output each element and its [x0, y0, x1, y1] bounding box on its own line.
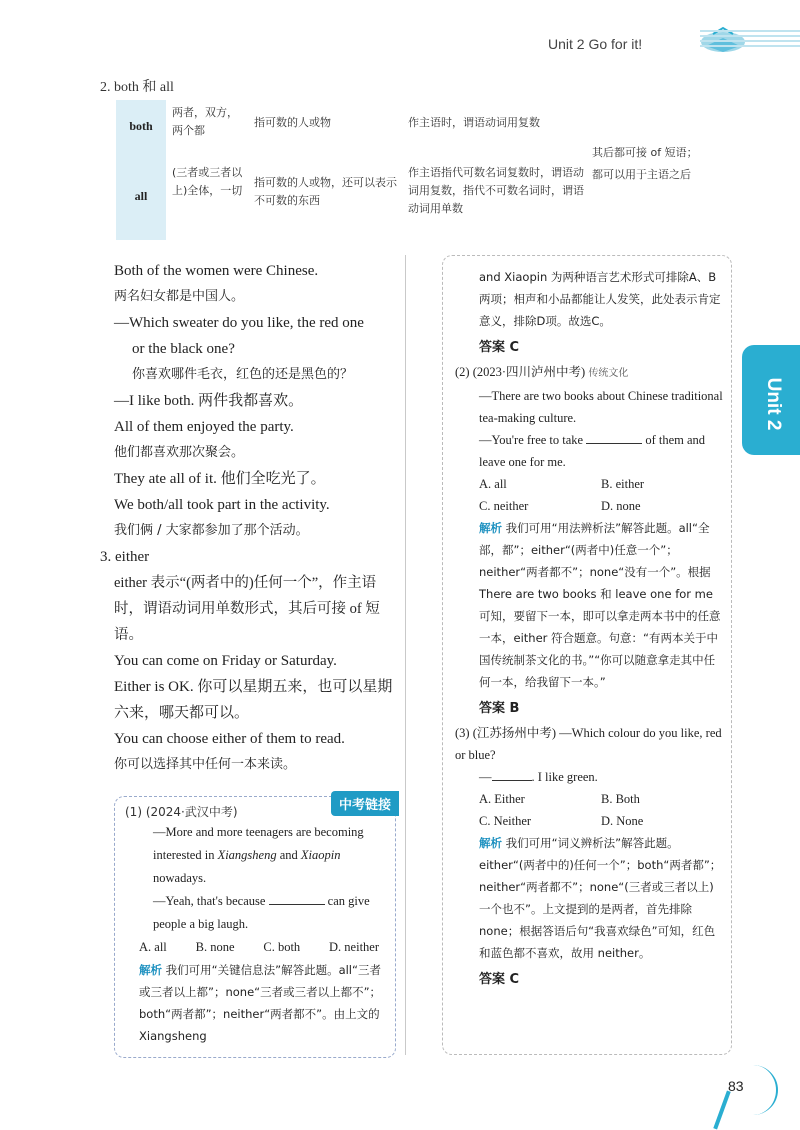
question-2-options	[455, 473, 723, 517]
table-word-all: all	[116, 152, 166, 240]
example-cn: 我们俩 / 大家都参加了那个活动。	[114, 523, 309, 538]
question-2	[455, 361, 723, 517]
question-1-text-and: and	[276, 848, 301, 862]
table-word-both: both	[116, 100, 166, 152]
question-3-text: . I like green.	[531, 770, 598, 784]
comparison-table	[116, 100, 736, 240]
analysis-label: 解析	[479, 521, 502, 535]
question-2-topic-tag: 传统文化	[588, 368, 629, 379]
example-en: We both/all took part in the activity.	[114, 497, 330, 513]
option-d[interactable]: D. None	[601, 814, 644, 828]
section-heading-either: 3. either	[100, 549, 150, 565]
answer-label: 答案	[479, 972, 506, 987]
question-3-analysis	[455, 832, 723, 964]
answer-value: C	[509, 972, 520, 987]
question-2-line1: —There are two books about Chinese traditional tea-making culture.	[479, 389, 723, 425]
option-d[interactable]: D. neither	[329, 940, 379, 954]
question-3-text: —Which colour do you like, red or blue?	[455, 726, 722, 762]
table-meaning-all: (三者或三者以上)全体，一切	[172, 166, 243, 197]
question-3-options	[455, 788, 723, 832]
example-cn: 他们都喜欢那次聚会。	[114, 445, 245, 460]
option-b[interactable]: B. none	[195, 940, 235, 954]
table-subject-both: 作主语时，谓语动词用复数	[408, 116, 540, 129]
answer-2	[455, 697, 723, 716]
question-3-line2: — . I like green.	[479, 770, 598, 784]
unit-side-tab-label: Unit 2	[763, 377, 784, 431]
answer-blank[interactable]	[492, 769, 532, 781]
example-cn: 两名妇女都是中国人。	[114, 289, 245, 304]
right-column-box	[442, 255, 732, 1055]
analysis-text: 我们可用“用法辨析法”解答此题。all“全部，都”；either“(两者中)任意一个”；neither“两者都不”；none“没有一个”。根据 There are two books 和 leave one for me 可知，要留下一本，即可以拿走两本书中的任意一本，either 符合题意。句意：“有两本关于中国传统制茶文化的书。”“你可以随意拿走其中任何一本，给我留下一本。”	[479, 521, 721, 689]
answer-value: B	[509, 701, 520, 716]
example-en: —Which sweater do you like, the red one	[114, 315, 364, 331]
option-a[interactable]: A. Either	[479, 792, 525, 806]
left-column	[100, 258, 396, 778]
section-heading-both-all: 2. both 和 all	[100, 80, 174, 95]
table-note-of-phrase: 其后都可接 of 短语；	[592, 146, 698, 159]
example-en: or the black one?	[132, 341, 235, 357]
answer-blank[interactable]	[269, 893, 325, 905]
unit-side-tab[interactable]	[742, 345, 800, 455]
example-cn: 你喜欢哪件毛衣，红色的还是黑色的？	[132, 367, 354, 382]
example-mixed: They ate all of it. 他们全吃光了。	[114, 471, 326, 487]
option-c[interactable]: C. neither	[479, 499, 529, 513]
question-3-header	[455, 722, 723, 766]
pen-decoration-icon	[713, 1091, 730, 1130]
table-subject-all: 作主语指代可数名词复数时，谓语动词用复数，指代不可数名词时，谓语动词用单数	[408, 166, 584, 215]
question-1-text-end: nowadays.	[153, 871, 207, 885]
question-2-line2	[455, 429, 723, 473]
question-1-text: —Yeah, that's because	[153, 894, 266, 908]
question-1-line1	[139, 821, 389, 890]
answer-blank[interactable]	[586, 432, 642, 444]
answer-label: 答案	[479, 340, 506, 355]
either-description: either 表示“(两者中的)任何一个”，作主语时，谓语动词用单数形式，其后可接 of 短语。	[114, 575, 380, 643]
either-example2-cn: 你可以选择其中任何一本来读。	[114, 757, 297, 772]
example-en: Both of the women were Chinese.	[114, 263, 319, 279]
question-2-analysis	[455, 517, 723, 693]
analysis-text: 我们可用“词义辨析法”解答此题。either“(两者中的)任何一个”；both“两者都”；neither“两者都不”；none“(三者或三者以上)一个也不”。上文提到的是两者，首先排除 none；根据答语后句“我喜欢绿色”可知，红色和蓝色都不喜欢，故用 neither。	[479, 836, 722, 960]
question-1-text: —More and more teenagers are becoming interested in	[153, 825, 364, 862]
example-mixed: —I like both. 两件我都喜欢。	[114, 393, 304, 409]
right-column-content	[455, 266, 723, 987]
exam-link-box	[114, 796, 396, 1058]
question-2-text: —You're free to take	[479, 433, 584, 447]
table-note-subject: 都可以用于主语之后	[592, 168, 691, 181]
question-2-header	[455, 361, 723, 385]
option-c[interactable]: C. both	[263, 940, 301, 954]
answer-1	[455, 336, 723, 355]
answer-label: 答案	[479, 701, 506, 716]
question-1-line2	[139, 890, 389, 936]
question-3-source: (3) (江苏扬州中考)	[455, 726, 557, 740]
either-example2-en: You can choose either of them to read.	[114, 731, 345, 747]
analysis-label: 解析	[479, 836, 502, 850]
table-refers-both: 指可数的人或物	[254, 116, 331, 129]
column-divider	[405, 255, 406, 1055]
question-1-body	[139, 821, 389, 1047]
question-1-text: can give people a big laugh.	[153, 894, 370, 931]
question-1-options	[139, 936, 389, 959]
question-1-analysis	[139, 959, 389, 1047]
either-example-en: You can come on Friday or Saturday.	[114, 653, 337, 669]
option-a[interactable]: A. all	[139, 940, 167, 954]
question-2-text: of them and leave one for me.	[479, 433, 706, 469]
option-a[interactable]: A. all	[479, 477, 507, 491]
either-example-cn: Either is OK. 你可以星期五来，也可以星期六来，哪天都可以。	[114, 679, 393, 721]
example-en: All of them enjoyed the party.	[114, 419, 294, 435]
answer-value: C	[509, 340, 520, 355]
analysis-label: 解析	[139, 963, 162, 977]
option-d[interactable]: D. none	[601, 499, 641, 513]
unit-header-title: Unit 2 Go for it!	[548, 36, 643, 52]
header-decoration-lines	[700, 30, 800, 50]
option-b[interactable]: B. either	[601, 477, 645, 491]
question-1-term-xiaopin: Xiaopin	[300, 848, 341, 862]
question-3	[455, 722, 723, 832]
exam-link-tag: 中考链接	[331, 791, 399, 816]
page-number: 83	[728, 1078, 744, 1094]
table-refers-all: 指可数的人或物，还可以表示不可数的东西	[254, 176, 397, 207]
page-number-arc-decoration	[738, 1065, 778, 1115]
table-meaning-both: 两者，双方，两个都	[172, 106, 238, 137]
question-1-analysis-continued: and Xiaopin 为两种语言艺术形式可排除A、B两项；相声和小品都能让人发笑，此处表示肯定意义，排除D项。故选C。	[479, 270, 721, 328]
analysis-text: 我们可用“关键信息法”解答此题。all“三者或三者以上都”；none“三者或三者以上都不”；both“两者都”；neither“两者都不”。由上文的 Xiangsheng	[139, 963, 382, 1043]
answer-3	[455, 968, 723, 987]
question-1-header: (1) (2024·武汉中考)	[125, 805, 238, 819]
question-2-source: (2) (2023·四川泸州中考)	[455, 365, 586, 379]
option-b[interactable]: B. Both	[601, 792, 640, 806]
option-c[interactable]: C. Neither	[479, 814, 532, 828]
question-1-term-xiangsheng: Xiangsheng	[217, 848, 277, 862]
